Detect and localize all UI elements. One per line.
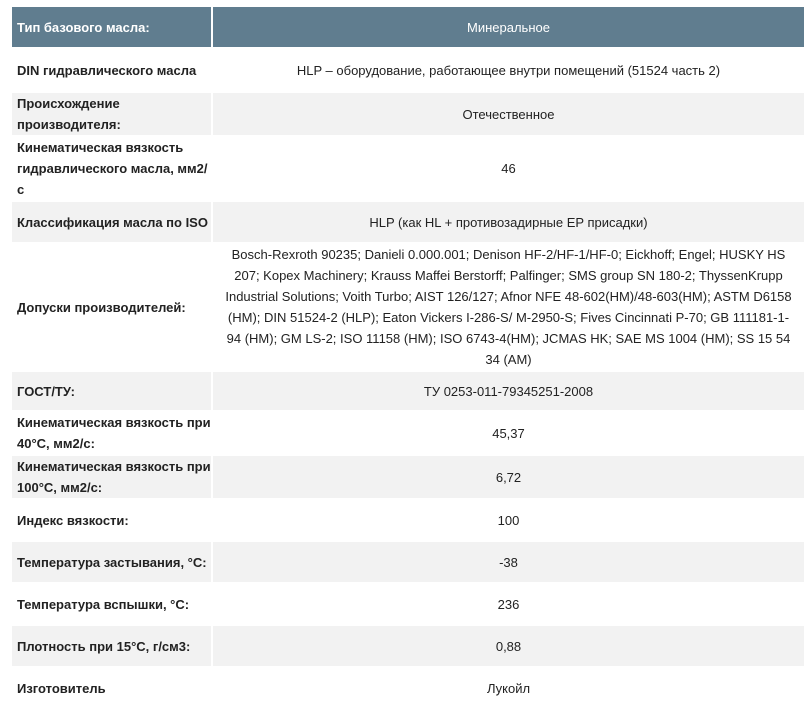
row-key: Кинематическая вязкость гидравлического масла, мм2/с — [12, 137, 213, 200]
table-row — [12, 584, 804, 624]
row-key: Индекс вязкости: — [12, 500, 213, 540]
specs-table — [12, 5, 804, 710]
table-row — [12, 93, 804, 135]
row-value: Отечественное — [213, 93, 804, 135]
table-row — [12, 500, 804, 540]
row-value: 6,72 — [213, 456, 804, 498]
table-row — [12, 137, 804, 200]
row-value: 100 — [213, 500, 804, 540]
row-key: ГОСТ/ТУ: — [12, 372, 213, 410]
row-key: Температура вспышки, °С: — [12, 584, 213, 624]
table-row — [12, 49, 804, 91]
row-value: 45,37 — [213, 412, 804, 454]
table-row — [12, 202, 804, 242]
row-key: Температура застывания, °С: — [12, 542, 213, 582]
table-row — [12, 412, 804, 454]
row-value: Лукойл — [213, 668, 804, 708]
row-key: Происхождение производителя: — [12, 93, 213, 135]
row-value: 0,88 — [213, 626, 804, 666]
header-value: Минеральное — [213, 7, 804, 47]
row-key: Кинематическая вязкость при 40°С, мм2/с: — [12, 412, 213, 454]
header-key: Тип базового масла: — [12, 7, 213, 47]
table-row — [12, 244, 804, 370]
table-row — [12, 668, 804, 708]
row-key: DIN гидравлического масла — [12, 49, 213, 91]
row-key: Изготовитель — [12, 668, 213, 708]
row-value: -38 — [213, 542, 804, 582]
table-row — [12, 542, 804, 582]
row-key: Классификация масла по ISO — [12, 202, 213, 242]
row-value: 236 — [213, 584, 804, 624]
row-value: HLP (как HL + противозадирные EP присадки) — [213, 202, 804, 242]
row-key: Допуски производителей: — [12, 244, 213, 370]
row-key: Плотность при 15°С, г/см3: — [12, 626, 213, 666]
row-value: Bosch-Rexroth 90235; Danieli 0.000.001; Denison HF-2/HF-1/HF-0; Eickhoff; Engel; HUSKY HS 207; Kopex Machinery; Krauss Maffei Berstorff; Palfinger; SMS group SN 180-2; ThyssenKrupp Industrial Solutions; Voith Turbo; AIST 126/127; Afnor NFE 48-602(HM)/48-603(HM); ASTM D6158 (HM); DIN 51524-2 (HLP); Eaton Vickers I-286-S/ M-2950-S; Fives Cincinnati P-70; GB 111181-1-94 (HM); GM LS-2; ISO 11158 (HM); ISO 6743-4(HM); JCMAS HK; SAE MS 1004 (HM); SS 15 54 34 (AM) — [213, 244, 804, 370]
table-row — [12, 456, 804, 498]
row-value: ТУ 0253-011-79345251-2008 — [213, 372, 804, 410]
table-header-row — [12, 7, 804, 47]
row-key: Кинематическая вязкость при 100°С, мм2/с: — [12, 456, 213, 498]
row-value: HLP – оборудование, работающее внутри помещений (51524 часть 2) — [213, 49, 804, 91]
row-value: 46 — [213, 137, 804, 200]
table-row — [12, 372, 804, 410]
table-row — [12, 626, 804, 666]
